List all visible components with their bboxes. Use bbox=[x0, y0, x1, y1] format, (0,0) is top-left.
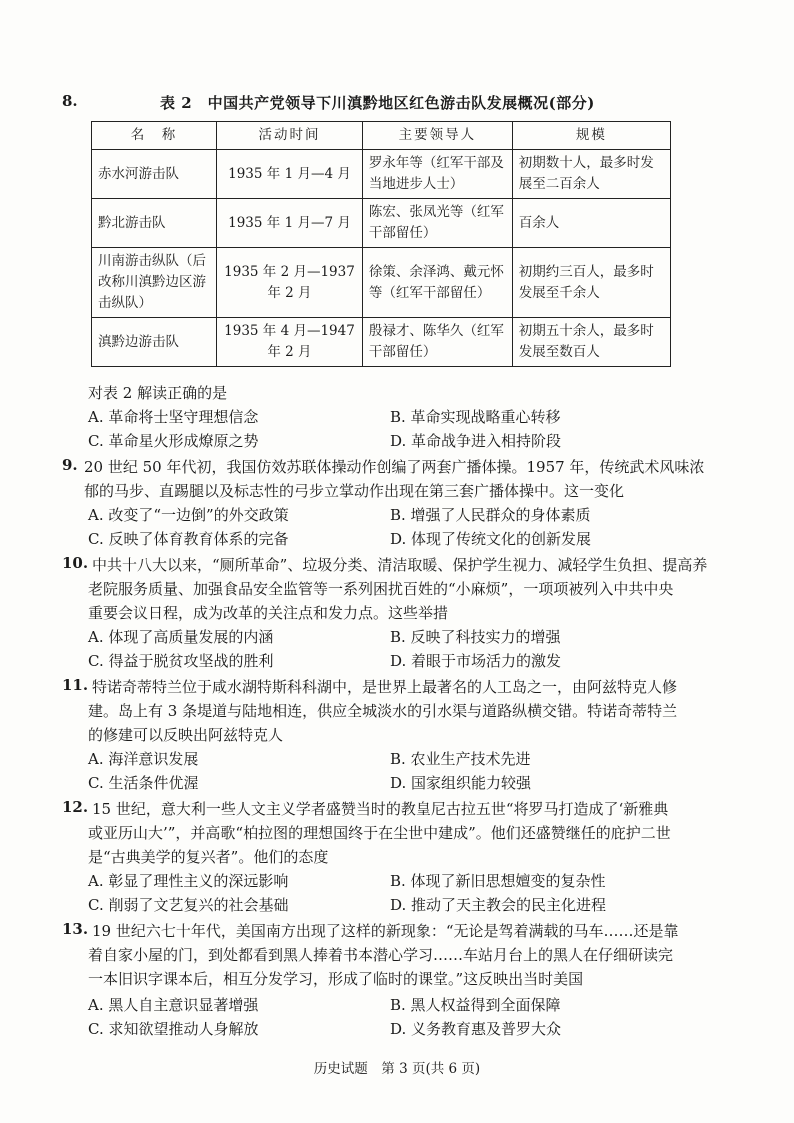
cell-scale: 初期五十余人，最多时发展至数百人 bbox=[512, 318, 670, 367]
option-b[interactable]: B. 增强了人民群众的身体素质 bbox=[390, 506, 591, 524]
question-number: 9. bbox=[62, 456, 78, 474]
option-b[interactable]: B. 黑人权益得到全面保障 bbox=[390, 996, 561, 1014]
option-b[interactable]: B. 农业生产技术先进 bbox=[390, 750, 531, 768]
question-text: 一本旧识字课本后，相互分发学习，形成了临时的课堂。”这反映出当时美国 bbox=[88, 970, 584, 988]
option-d[interactable]: D. 革命战争进入相持阶段 bbox=[390, 432, 562, 450]
question-text: 着自家小屋的门，到处都看到黑人捧着书本潜心学习……车站月台上的黑人在仔细研读完 bbox=[88, 946, 674, 964]
cell-leaders: 殷禄才、陈华久（红军干部留任） bbox=[362, 318, 512, 367]
question-number: 11. bbox=[62, 676, 89, 694]
option-a[interactable]: A. 黑人自主意识显著增强 bbox=[88, 996, 259, 1014]
page-footer: 历史试题 第 3 页(共 6 页) bbox=[313, 1061, 481, 1077]
option-d[interactable]: D. 推动了天主教会的民主化进程 bbox=[390, 896, 607, 914]
question-text: 特诺奇蒂特兰位于咸水湖特斯科科湖中，是世界上最著名的人工岛之一，由阿兹特克人修 bbox=[92, 678, 678, 696]
option-c[interactable]: C. 革命星火形成燎原之势 bbox=[88, 432, 259, 450]
option-d[interactable]: D. 着眼于市场活力的激发 bbox=[390, 652, 562, 670]
option-c[interactable]: C. 求知欲望推动人身解放 bbox=[88, 1020, 259, 1038]
question-number: 12. bbox=[62, 798, 89, 816]
question-text: 20 世纪 50 年代初，我国仿效苏联体操动作创编了两套广播体操。1957 年，传统武术风味浓 bbox=[84, 458, 705, 476]
cell-name: 赤水河游击队 bbox=[92, 150, 217, 199]
option-a[interactable]: A. 体现了高质量发展的内涵 bbox=[88, 628, 274, 646]
option-c[interactable]: C. 反映了体育教育体系的完备 bbox=[88, 530, 289, 548]
option-b[interactable]: B. 体现了新旧思想嬗变的复杂性 bbox=[390, 872, 606, 890]
option-d[interactable]: D. 义务教育惠及普罗大众 bbox=[390, 1020, 562, 1038]
cell-time: 1935 年 2 月—1937 年 2 月 bbox=[217, 248, 363, 318]
cell-name: 滇黔边游击队 bbox=[92, 318, 217, 367]
option-c[interactable]: C. 生活条件优渥 bbox=[88, 774, 199, 792]
table-row bbox=[92, 318, 671, 367]
table-header-row bbox=[92, 122, 671, 150]
table-row bbox=[92, 150, 671, 199]
option-a[interactable]: A. 彰显了理性主义的深远影响 bbox=[88, 872, 289, 890]
question-text: 老院服务质量、加强食品安全监管等一系列困扰百姓的“小麻烦”，一项项被列入中共中央 bbox=[88, 580, 674, 598]
cell-leaders: 徐策、余泽鸿、戴元怀等（红军干部留任） bbox=[362, 248, 512, 318]
question-text: 建。岛上有 3 条堤道与陆地相连，供应全城淡水的引水渠与道路纵横交错。特诺奇蒂特兰 bbox=[88, 702, 678, 720]
cell-time: 1935 年 1 月—7 月 bbox=[217, 199, 363, 248]
header-time: 活动时间 bbox=[217, 122, 363, 150]
question-text: 的修建可以反映出阿兹特克人 bbox=[88, 726, 284, 744]
cell-name: 川南游击纵队（后改称川滇黔边区游击纵队） bbox=[92, 248, 217, 318]
cell-leaders: 罗永年等（红军干部及当地进步人士） bbox=[362, 150, 512, 199]
cell-scale: 初期数十人，最多时发展至二百余人 bbox=[512, 150, 670, 199]
question-text: 或亚历山大’”，并高歌“柏拉图的理想国终于在尘世中建成”。他们还盛赞继任的庇护二世 bbox=[88, 824, 671, 842]
question-number: 10. bbox=[62, 554, 89, 572]
table-caption: 表 2 中国共产党领导下川滇黔地区红色游击队发展概况(部分) bbox=[160, 94, 595, 112]
table-row bbox=[92, 248, 671, 318]
cell-time: 1935 年 4 月—1947 年 2 月 bbox=[217, 318, 363, 367]
option-c[interactable]: C. 得益于脱贫攻坚战的胜利 bbox=[88, 652, 274, 670]
question-text: 郁的马步、直踢腿以及标志性的弓步立掌动作出现在第三套广播体操中。这一变化 bbox=[84, 482, 625, 500]
option-a[interactable]: A. 革命将士坚守理想信念 bbox=[88, 408, 259, 426]
option-a[interactable]: A. 改变了“一边倒”的外交政策 bbox=[88, 506, 289, 524]
table-row bbox=[92, 199, 671, 248]
cell-scale: 初期约三百人，最多时发展至千余人 bbox=[512, 248, 670, 318]
cell-name: 黔北游击队 bbox=[92, 199, 217, 248]
header-leaders: 主要领导人 bbox=[362, 122, 512, 150]
question-number: 13. bbox=[62, 920, 89, 938]
header-name: 名 称 bbox=[92, 122, 217, 150]
question-text: 15 世纪，意大利一些人文主义学者盛赞当时的教皇尼古拉五世“将罗马打造成了‘新雅典 bbox=[92, 800, 669, 818]
option-a[interactable]: A. 海洋意识发展 bbox=[88, 750, 199, 768]
option-d[interactable]: D. 体现了传统文化的创新发展 bbox=[390, 530, 592, 548]
question-text: 重要会议日程，成为改革的关注点和发力点。这些举措 bbox=[88, 604, 449, 622]
option-b[interactable]: B. 革命实现战略重心转移 bbox=[390, 408, 561, 426]
option-b[interactable]: B. 反映了科技实力的增强 bbox=[390, 628, 561, 646]
question-text: 中共十八大以来，“厕所革命”、垃圾分类、清洁取暖、保护学生视力、减轻学生负担、提高养 bbox=[92, 556, 708, 574]
cell-scale: 百余人 bbox=[512, 199, 670, 248]
header-scale: 规模 bbox=[512, 122, 670, 150]
cell-leaders: 陈宏、张凤光等（红军干部留任） bbox=[362, 199, 512, 248]
guerrilla-table bbox=[91, 121, 671, 367]
question-stem: 对表 2 解读正确的是 bbox=[88, 384, 228, 402]
cell-time: 1935 年 1 月—4 月 bbox=[217, 150, 363, 199]
question-text: 19 世纪六七十年代，美国南方出现了这样的新现象：“无论是驾着满载的马车……还是靠 bbox=[92, 922, 679, 940]
option-c[interactable]: C. 削弱了文艺复兴的社会基础 bbox=[88, 896, 289, 914]
option-d[interactable]: D. 国家组织能力较强 bbox=[390, 774, 532, 792]
question-text: 是“古典美学的复兴者”。他们的态度 bbox=[88, 848, 329, 866]
question-number: 8. bbox=[62, 92, 78, 110]
